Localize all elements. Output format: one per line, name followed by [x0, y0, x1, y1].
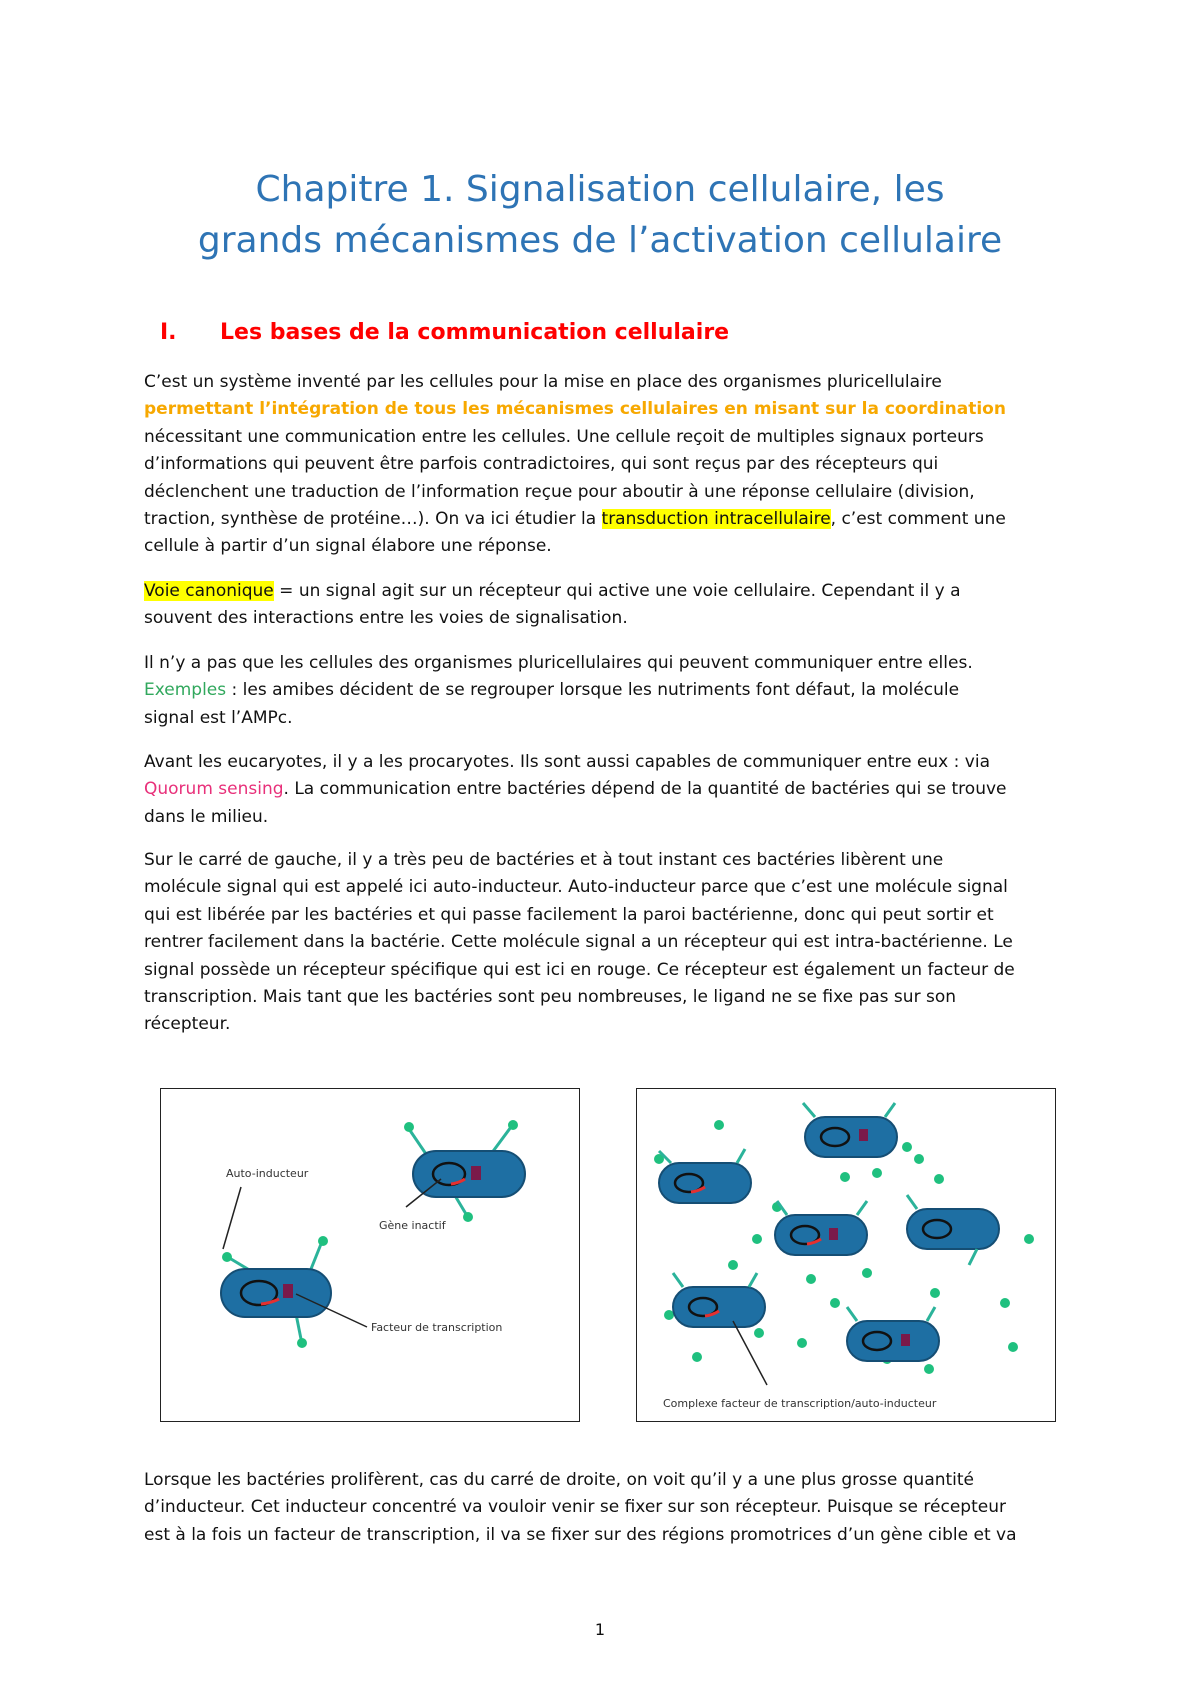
bacterium	[907, 1195, 999, 1265]
text-line: Il n’y a pas que les cellules des organismes pluricellulaires qui peuvent communiquer entre elles.	[144, 653, 973, 673]
text-line: signal possède un récepteur spécifique qui est ici en rouge. Ce récepteur est également un facteur de	[144, 959, 1015, 980]
text-line: d’inducteur. Cet inducteur concentré va vouloir venir se fixer sur son récepteur. Puisque se récepteur	[144, 1497, 1006, 1518]
section-number: I.	[160, 320, 177, 345]
pointer-line	[223, 1187, 241, 1249]
bacterium	[847, 1307, 939, 1361]
text-line: est à la fois un facteur de transcription, il va se fixer sur des régions promotrices d’un gène cible et va	[144, 1524, 1017, 1545]
highlighted-term: transduction intracellulaire	[601, 509, 831, 530]
text-segment: : les amibes décident de se regrouper lorsque les nutriments font défaut, la molécule	[226, 680, 960, 701]
paragraph-examples	[144, 650, 1074, 732]
bacterium	[673, 1273, 765, 1327]
text-line: souvent des interactions entre les voies de signalisation.	[144, 608, 628, 629]
label-inactive-gene: Gène inactif	[379, 1219, 446, 1232]
bacterium	[404, 1120, 525, 1222]
figure-low-density	[160, 1088, 580, 1422]
text-line: Lorsque les bactéries prolifèrent, cas du carré de droite, on voit qu’il y a une plus grosse quantité	[144, 1470, 975, 1490]
text-line: signal est l’AMPc.	[144, 707, 293, 728]
paragraph-intro	[144, 369, 1074, 561]
chapter-title-line-2: grands mécanismes de l’activation cellulaire	[197, 220, 1003, 261]
label-auto-inducer: Auto-inducteur	[226, 1167, 309, 1180]
text-line	[144, 677, 1074, 704]
text-line: dans le milieu.	[144, 806, 269, 827]
emphasized-line: permettant l’intégration de tous les mécanismes cellulaires en misant sur la coordination	[144, 399, 1006, 420]
high-density-diagram	[637, 1089, 1055, 1421]
bacterium	[775, 1201, 867, 1255]
text-line: qui est libérée par les bactéries et qui passe facilement la paroi bactérienne, donc qui peut sortir et	[144, 904, 994, 925]
section-heading	[160, 318, 729, 348]
quorum-sensing-term: Quorum sensing	[144, 779, 284, 800]
chapter-title-line-1: Chapitre 1. Signalisation cellulaire, les	[255, 169, 945, 210]
page-number: 1	[594, 1620, 606, 1639]
text-line: transcription. Mais tant que les bactéries sont peu nombreuses, le ligand ne se fixe pas sur son	[144, 987, 956, 1008]
bacterium	[221, 1236, 331, 1348]
text-line	[144, 578, 1074, 605]
text-line	[144, 776, 1074, 803]
highlighted-term: Voie canonique	[144, 581, 274, 601]
text-line: récepteur.	[144, 1014, 231, 1035]
text-line: rentrer facilement dans la bactérie. Cette molécule signal a un récepteur qui est intra-bactérienne. Le	[144, 932, 1013, 953]
paragraph-right-square	[144, 1467, 1074, 1549]
text-line: C’est un système inventé par les cellules pour la mise en place des organismes pluricellulaire	[144, 372, 942, 392]
text-line: Sur le carré de gauche, il y a très peu de bactéries et à tout instant ces bactéries libèrent une	[144, 850, 944, 870]
text-segment: = un signal agit sur un récepteur qui active une voie cellulaire. Cependant il y a	[273, 581, 961, 601]
section-heading-text: Les bases de la communication cellulaire	[220, 320, 730, 345]
paragraph-left-square	[144, 847, 1074, 1039]
text-line: cellule à partir d’un signal élabore une réponse.	[144, 536, 552, 557]
low-density-diagram	[161, 1089, 579, 1421]
figure-high-density	[636, 1088, 1056, 1422]
examples-label: Exemples	[144, 680, 227, 701]
label-transcription-factor: Facteur de transcription	[371, 1321, 503, 1334]
text-segment: . La communication entre bactéries dépend de la quantité de bactéries qui se trouve	[283, 779, 1007, 800]
paragraph-canonical	[144, 578, 1074, 633]
text-line: molécule signal qui est appelé ici auto-inducteur. Auto-inducteur parce que c’est une molécule signal	[144, 877, 1008, 898]
text-line: Avant les eucaryotes, il y a les procaryotes. Ils sont aussi capables de communiquer entre eux : via	[144, 752, 990, 772]
bacterium	[803, 1103, 897, 1157]
text-line	[144, 506, 1074, 533]
text-line: nécessitant une communication entre les cellules. Une cellule reçoit de multiples signaux porteurs	[144, 426, 984, 447]
bacterium	[659, 1149, 751, 1203]
text-line: déclenchent une traduction de l’information reçue pour aboutir à une réponse cellulaire (division,	[144, 481, 975, 502]
text-line: d’informations qui peuvent être parfois contradictoires, qui sont reçus par des récepteurs qui	[144, 454, 939, 475]
label-complex: Complexe facteur de transcription/auto-inducteur	[663, 1397, 937, 1410]
text-segment: traction, synthèse de protéine…). On va ici étudier la	[144, 509, 602, 530]
text-segment: , c’est comment une	[830, 509, 1006, 530]
paragraph-prokaryotes	[144, 749, 1074, 831]
